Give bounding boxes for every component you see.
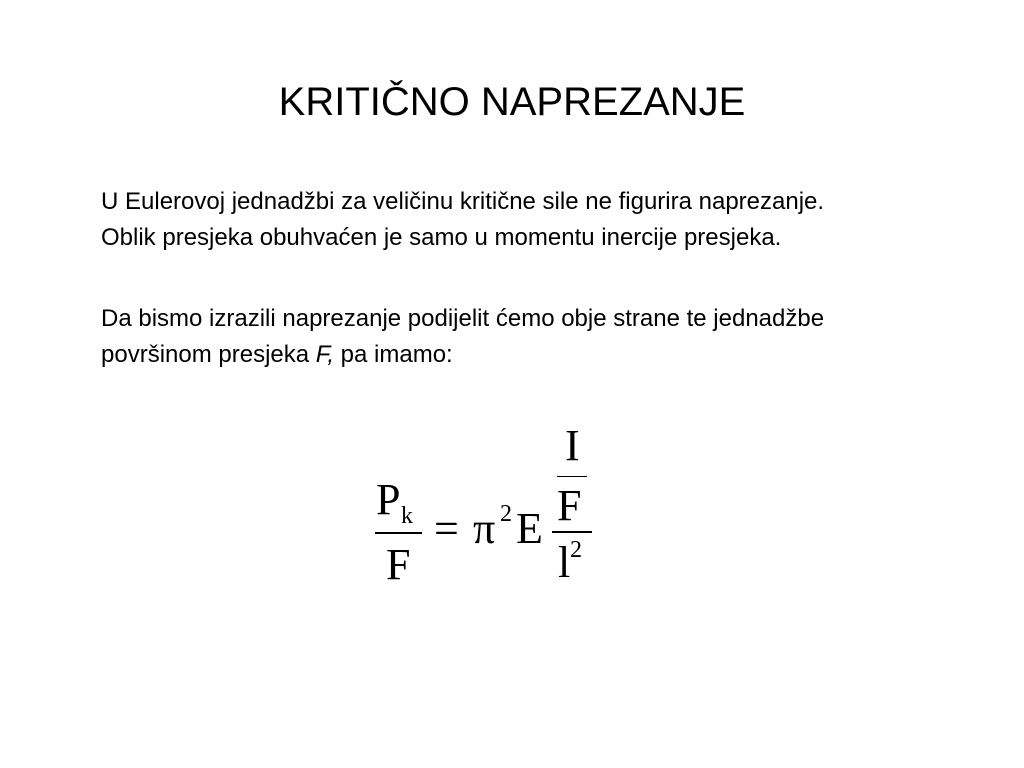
formula-inner-fraction-bar	[557, 476, 587, 477]
formula-inner-numerator: I	[565, 421, 580, 470]
formula-lhs-fraction-bar	[375, 532, 422, 534]
formula-outer-fraction-bar	[552, 531, 592, 533]
paragraph-euler-line-1: U Eulerovoj jednadžbi za veličinu kritične sile ne figurira naprezanje.	[101, 188, 825, 215]
formula-pi-symbol: π	[473, 504, 496, 553]
formula-modulus: E	[516, 504, 543, 553]
paragraph-stress	[101, 301, 981, 373]
slide-title: KRITIČNO NAPREZANJE	[278, 80, 746, 124]
formula-pi-exponent: 2	[500, 501, 512, 527]
formula-inner-denominator: F	[557, 481, 582, 530]
paragraph-euler-line-2: Oblik presjeka obuhvaćen je samo u momentu inercije presjeka.	[101, 224, 782, 251]
paragraph-euler	[101, 184, 981, 256]
paragraph-stress-line-2	[101, 337, 981, 373]
area-variable: F,	[315, 341, 334, 368]
formula-outer-denominator: l	[558, 538, 571, 587]
paragraph-stress-line-2-start: površinom presjeka	[101, 341, 316, 368]
formula-lhs-denominator: F	[386, 540, 411, 589]
formula-lhs-numerator: P	[376, 475, 401, 524]
formula-outer-exponent: 2	[570, 537, 582, 563]
formula-lhs-subscript: k	[401, 503, 413, 529]
paragraph-stress-line-2-end: pa imamo:	[334, 341, 453, 368]
paragraph-stress-line-1: Da bismo izrazili naprezanje podijelit ćemo obje strane te jednadžbe	[101, 305, 825, 332]
formula-equals-sign: =	[434, 504, 459, 553]
